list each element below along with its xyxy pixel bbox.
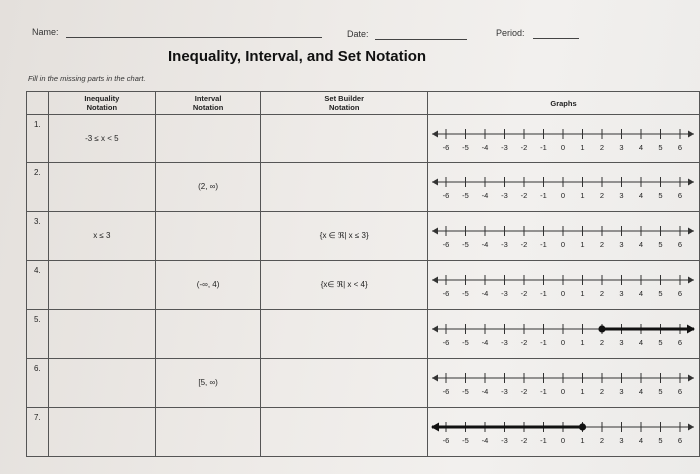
row-number[interactable]: 7. — [27, 408, 49, 457]
setbuilder-cell[interactable] — [261, 408, 428, 457]
table-row — [27, 359, 700, 408]
tick-label: 4 — [638, 436, 644, 445]
tick-label: -1 — [540, 387, 547, 396]
tick-label: 2 — [599, 143, 605, 152]
tick-label: -3 — [501, 338, 508, 347]
solution-right-arrow-icon — [687, 325, 695, 334]
tick-label: 4 — [638, 191, 644, 200]
tick-label: 1 — [580, 338, 585, 347]
period-blank — [533, 38, 579, 39]
table-row — [27, 408, 700, 457]
graph-cell[interactable] — [427, 310, 699, 359]
interval-cell[interactable] — [155, 310, 261, 359]
col-graphs-header — [427, 92, 699, 115]
tick-label: -5 — [462, 289, 469, 298]
tick-label: -5 — [462, 338, 469, 347]
setbuilder-cell[interactable] — [261, 310, 428, 359]
left-arrow-icon — [432, 131, 438, 138]
tick-label: -5 — [462, 387, 469, 396]
interval-cell[interactable]: (-∞, 4) — [155, 261, 261, 310]
interval-cell[interactable] — [155, 115, 261, 163]
number-line — [428, 212, 698, 260]
tick-label: -6 — [442, 240, 450, 249]
closed-endpoint — [579, 423, 586, 430]
tick-label: 3 — [619, 143, 624, 152]
graph-cell[interactable] — [427, 261, 699, 310]
interval-cell[interactable] — [155, 212, 261, 261]
tick-label: 5 — [658, 289, 663, 298]
tick-label: 3 — [619, 240, 624, 249]
tick-label: -1 — [540, 191, 547, 200]
tick-label: -3 — [501, 289, 508, 298]
right-arrow-icon — [688, 277, 694, 284]
header-text: Set Builder — [324, 94, 365, 103]
col-interval-header — [155, 92, 261, 115]
tick-label: 3 — [619, 436, 624, 445]
tick-label: 5 — [658, 143, 663, 152]
table-row — [27, 115, 700, 163]
tick-label: -5 — [462, 191, 469, 200]
tick-label: 6 — [677, 289, 683, 298]
tick-label: 1 — [580, 143, 585, 152]
right-arrow-icon — [688, 375, 694, 382]
tick-label: 1 — [580, 436, 585, 445]
row-number[interactable]: 5. — [27, 310, 49, 359]
right-arrow-icon — [688, 424, 694, 431]
tick-label: 1 — [580, 191, 585, 200]
tick-label: -6 — [442, 436, 450, 445]
header-text: Notation — [192, 103, 224, 112]
setbuilder-cell[interactable]: {x ∈ ℜ| x ≤ 3} — [261, 212, 428, 261]
header-text: Inequality — [84, 94, 120, 103]
tick-label: 4 — [638, 387, 644, 396]
table-row — [27, 261, 700, 310]
tick-label: 2 — [599, 240, 605, 249]
number-line — [428, 310, 698, 358]
tick-label: -6 — [442, 338, 450, 347]
tick-label: 2 — [599, 289, 605, 298]
tick-label: -3 — [501, 191, 508, 200]
inequality-cell[interactable] — [48, 261, 155, 310]
tick-label: 3 — [619, 387, 624, 396]
tick-label: 0 — [560, 387, 566, 396]
tick-label: -2 — [520, 338, 528, 347]
tick-label: 4 — [638, 338, 644, 347]
period-label: Period: — [496, 28, 525, 38]
tick-label: -6 — [442, 289, 450, 298]
col-number-header — [27, 92, 49, 115]
inequality-cell[interactable]: -3 ≤ x < 5 — [48, 115, 155, 163]
tick-label: -2 — [520, 240, 528, 249]
interval-cell[interactable]: [5, ∞) — [155, 359, 261, 408]
row-number[interactable]: 3. — [27, 212, 49, 261]
row-number[interactable]: 6. — [27, 359, 49, 408]
graph-cell[interactable] — [427, 359, 699, 408]
left-arrow-icon — [432, 277, 438, 284]
notation-table — [26, 91, 700, 457]
tick-label: 5 — [658, 191, 663, 200]
tick-label: -3 — [501, 143, 508, 152]
header-text: Notation — [86, 103, 118, 112]
tick-label: -4 — [481, 143, 489, 152]
tick-label: 0 — [560, 289, 566, 298]
interval-cell[interactable] — [155, 408, 261, 457]
row-number[interactable]: 4. — [27, 261, 49, 310]
graph-cell[interactable] — [427, 163, 699, 212]
setbuilder-cell[interactable]: {x∈ ℜ| x < 4} — [261, 261, 428, 310]
tick-label: -6 — [442, 191, 450, 200]
header-text: Graphs — [550, 98, 577, 108]
table-header-row — [27, 92, 700, 115]
tick-label: -4 — [481, 338, 489, 347]
inequality-cell[interactable] — [48, 359, 155, 408]
left-arrow-icon — [432, 326, 438, 333]
tick-label: -2 — [520, 289, 528, 298]
name-label: Name: — [32, 27, 59, 37]
tick-label: 2 — [599, 338, 605, 347]
right-arrow-icon — [688, 228, 694, 235]
tick-label: -1 — [540, 289, 547, 298]
setbuilder-cell[interactable] — [261, 115, 428, 163]
left-arrow-icon — [432, 179, 438, 186]
tick-label: 0 — [560, 240, 566, 249]
setbuilder-cell[interactable] — [261, 163, 428, 212]
graph-cell[interactable] — [427, 115, 699, 163]
tick-label: -5 — [462, 240, 469, 249]
tick-label: -2 — [520, 387, 528, 396]
tick-label: 0 — [560, 338, 566, 347]
tick-label: 0 — [560, 191, 566, 200]
solution-left-arrow-icon — [431, 423, 439, 432]
row-number[interactable]: 2. — [27, 163, 49, 212]
graph-cell[interactable] — [427, 212, 699, 261]
closed-endpoint — [598, 325, 605, 332]
tick-label: -4 — [481, 289, 489, 298]
number-line — [428, 115, 698, 162]
tick-label: 4 — [638, 289, 644, 298]
tick-label: 5 — [658, 240, 663, 249]
tick-label: -3 — [501, 240, 508, 249]
tick-label: 5 — [658, 338, 663, 347]
tick-label: 4 — [638, 240, 644, 249]
tick-label: -6 — [442, 387, 450, 396]
header-text: Interval — [194, 94, 222, 103]
left-arrow-icon — [432, 228, 438, 235]
tick-label: 0 — [560, 436, 566, 445]
tick-label: 1 — [580, 387, 585, 396]
inequality-cell[interactable]: x ≤ 3 — [48, 212, 155, 261]
instructions: Fill in the missing parts in the chart. — [28, 74, 146, 83]
tick-label: -3 — [501, 387, 508, 396]
number-line — [428, 261, 698, 309]
tick-label: 4 — [638, 143, 644, 152]
date-blank — [375, 39, 467, 40]
graph-cell[interactable] — [427, 408, 699, 457]
setbuilder-cell[interactable] — [261, 359, 428, 408]
right-arrow-icon — [688, 179, 694, 186]
col-inequality-header — [48, 92, 155, 115]
tick-label: -4 — [481, 387, 489, 396]
tick-label: -4 — [481, 240, 489, 249]
tick-label: -4 — [481, 436, 489, 445]
number-line — [428, 359, 698, 407]
tick-label: 0 — [560, 143, 566, 152]
tick-label: -2 — [520, 436, 528, 445]
tick-label: -2 — [520, 143, 528, 152]
left-arrow-icon — [432, 375, 438, 382]
table-row — [27, 310, 700, 359]
tick-label: 2 — [599, 436, 605, 445]
inequality-cell[interactable] — [48, 310, 155, 359]
tick-label: -1 — [540, 436, 547, 445]
number-line — [428, 408, 698, 456]
inequality-cell[interactable] — [48, 408, 155, 457]
tick-label: -1 — [540, 143, 547, 152]
tick-label: 5 — [658, 387, 663, 396]
tick-label: -6 — [442, 143, 450, 152]
tick-label: 1 — [580, 240, 585, 249]
tick-label: 1 — [580, 289, 585, 298]
tick-label: 6 — [677, 143, 683, 152]
tick-label: 6 — [677, 191, 683, 200]
inequality-cell[interactable] — [48, 163, 155, 212]
table-row — [27, 212, 700, 261]
tick-label: -4 — [481, 191, 489, 200]
page-title: Inequality, Interval, and Set Notation — [168, 48, 427, 65]
tick-label: 5 — [658, 436, 663, 445]
tick-label: -3 — [501, 436, 508, 445]
tick-label: -1 — [540, 240, 547, 249]
name-blank — [66, 37, 322, 38]
tick-label: 6 — [677, 387, 683, 396]
row-number[interactable]: 1. — [27, 115, 49, 163]
tick-label: -2 — [520, 191, 528, 200]
right-arrow-icon — [688, 131, 694, 138]
tick-label: 6 — [677, 240, 683, 249]
tick-label: 3 — [619, 338, 624, 347]
table-row — [27, 163, 700, 212]
tick-label: -5 — [462, 143, 469, 152]
tick-label: -1 — [540, 338, 547, 347]
tick-label: 2 — [599, 387, 605, 396]
tick-label: 6 — [677, 436, 683, 445]
tick-label: 3 — [619, 191, 624, 200]
date-label: Date: — [347, 29, 369, 39]
tick-label: -5 — [462, 436, 469, 445]
interval-cell[interactable]: (2, ∞) — [155, 163, 261, 212]
col-setbuilder-header — [261, 92, 428, 115]
tick-label: 3 — [619, 289, 624, 298]
number-line — [428, 163, 698, 211]
tick-label: 2 — [599, 191, 605, 200]
tick-label: 6 — [677, 338, 683, 347]
header-text: Notation — [329, 103, 360, 112]
